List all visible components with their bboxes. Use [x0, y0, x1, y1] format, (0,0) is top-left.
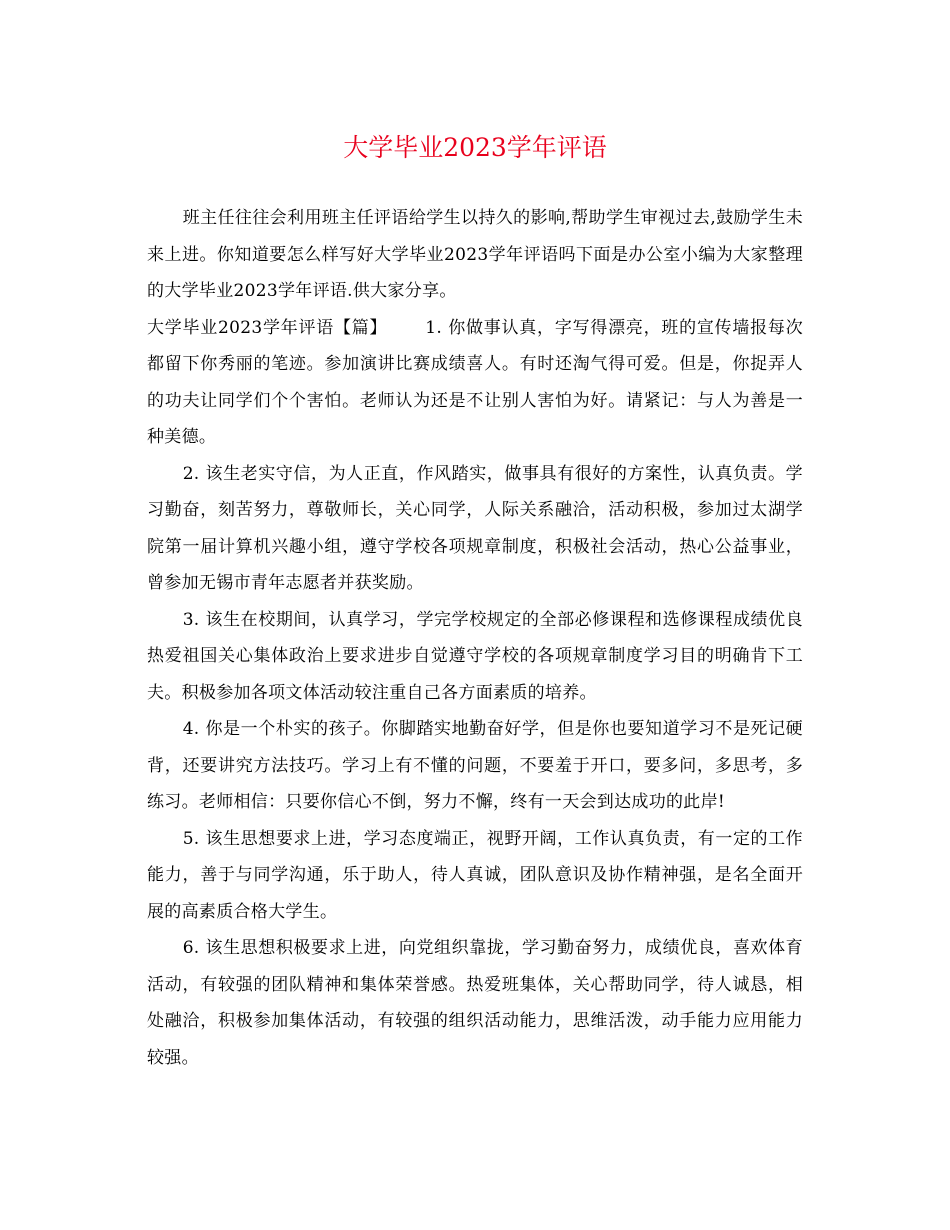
- document-body: [147, 200, 803, 1076]
- comment-item-4: 4. 你是一个朴实的孩子。你脚踏实地勤奋好学，但是你也要知道学习不是死记硬背，还要讲究方法技巧。学习上有不懂的问题，不要羞于开口，要多问，多思考，多练习。老师相信：只要你信心不倒，努力不懈，终有一天会到达成功的此岸!: [147, 719, 803, 812]
- first-entry-paragraph: [147, 310, 803, 456]
- comment-item-2: 2. 该生老实守信，为人正直，作风踏实，做事具有很好的方案性，认真负责。学习勤奋，刻苦努力，尊敬师长，关心同学，人际关系融洽，活动积极，参加过太湖学院第一届计算机兴趣小组，遵守学校各项规章制度，积极社会活动，热心公益事业，曾参加无锡市青年志愿者并获奖励。: [147, 463, 803, 593]
- comment-item-5: 5. 该生思想要求上进，学习态度端正，视野开阔，工作认真负责，有一定的工作能力，善于与同学沟通，乐于助人，待人真诚，团队意识及协作精神强，是名全面开展的高素质合格大学生。: [147, 828, 803, 922]
- section-heading: 大学毕业2023学年评语【篇】: [147, 317, 388, 338]
- document-title: 大学毕业2023学年评语: [343, 133, 607, 162]
- comment-item-3: 3. 该生在校期间，认真学习，学完学校规定的全部必修课程和选修课程成绩优良热爱祖国关心集体政治上要求进步自觉遵守学校的各项规章制度学习目的明确肯下工夫。积极参加各项文体活动较注重自己各方面素质的培养。: [147, 609, 803, 703]
- comment-item-1: 1. 你做事认真，字写得漂亮，班的宣传墙报每次都留下你秀丽的笔迹。参加演讲比赛成绩喜人。有时还淘气得可爱。但是，你捉弄人的功夫让同学们个个害怕。老师认为还是不让别人害怕为好。请紧记：与人为善是一种美德。: [147, 317, 803, 447]
- intro-paragraph: 班主任往往会利用班主任评语给学生以持久的影响,帮助学生审视过去,鼓励学生未来上进。你知道要怎么样写好大学毕业2023学年评语吗下面是办公室小编为大家整理的大学毕业2023学年评语.供大家分享。: [147, 208, 803, 301]
- comment-item-6: 6. 该生思想积极要求上进，向党组织靠拢，学习勤奋努力，成绩优良，喜欢体育活动，有较强的团队精神和集体荣誉感。热爱班集体，关心帮助同学，待人诚恳，相处融洽，积极参加集体活动，有较强的组织活动能力，思维活泼，动手能力应用能力较强。: [147, 938, 803, 1068]
